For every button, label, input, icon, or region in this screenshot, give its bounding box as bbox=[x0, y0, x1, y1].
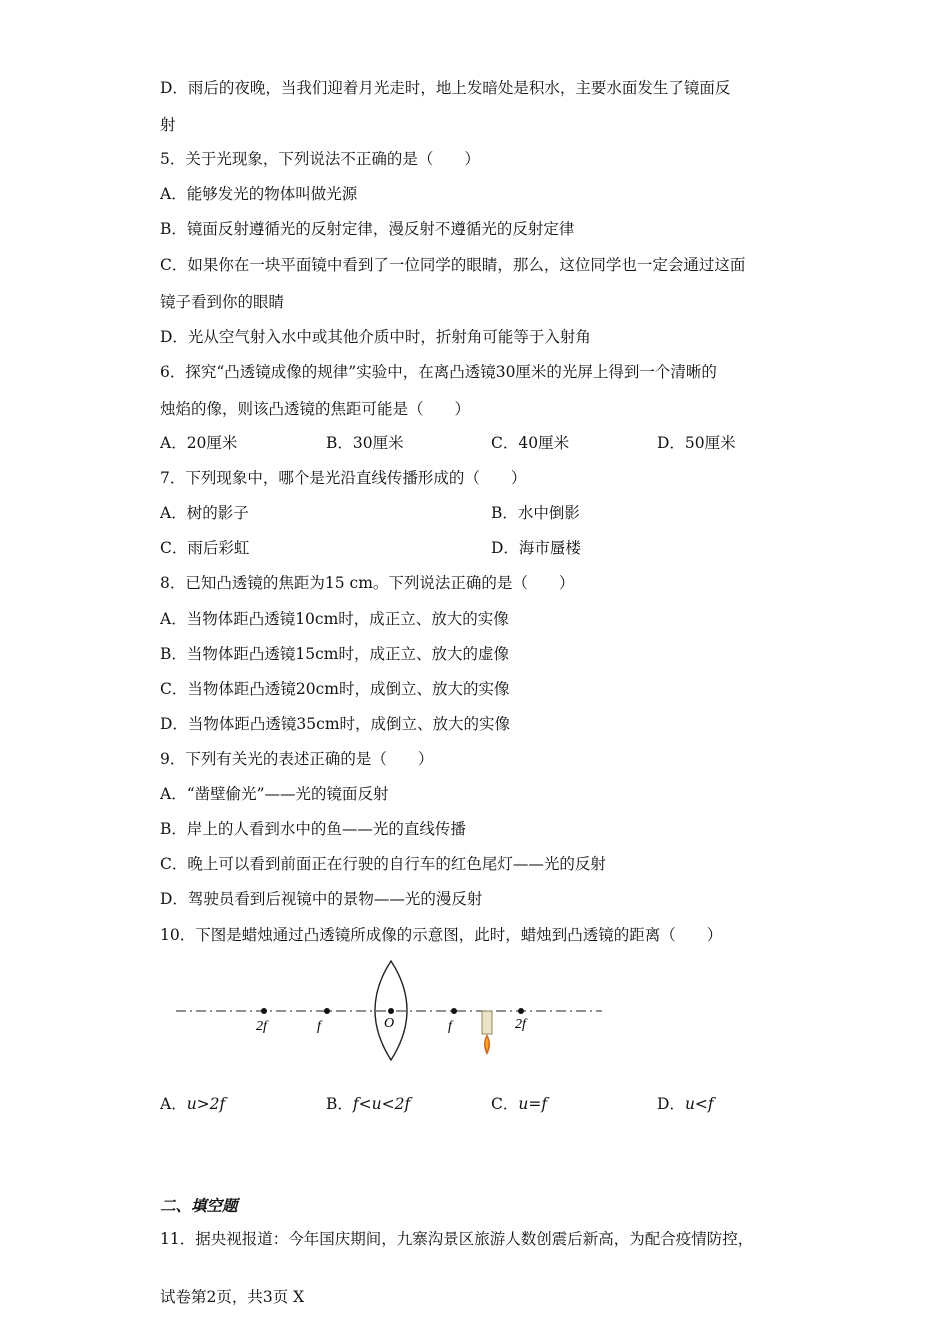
q10-option-a-math: u>2f bbox=[186, 1095, 226, 1113]
point-f-left bbox=[324, 1008, 330, 1014]
q10-option-d-prefix: D． bbox=[657, 1095, 685, 1113]
point-o bbox=[388, 1008, 394, 1014]
q10-option-a-prefix: A． bbox=[160, 1095, 187, 1113]
q7-option-d: D．海市蜃楼 bbox=[491, 539, 581, 557]
q8-option-b: B．当物体距凸透镜15cm时，成正立、放大的虚像 bbox=[160, 645, 509, 663]
label-2f-left: 2f bbox=[256, 1019, 267, 1034]
convex-lens-diagram bbox=[172, 958, 612, 1063]
q10-stem: 10．下图是蜡烛通过凸透镜所成像的示意图，此时，蜡烛到凸透镜的距离（ ） bbox=[160, 926, 723, 944]
label-2f-right: 2f bbox=[515, 1017, 526, 1032]
q10-option-c bbox=[491, 1094, 547, 1114]
q5-option-d: D．光从空气射入水中或其他介质中时，折射角可能等于入射角 bbox=[160, 328, 591, 346]
q5-option-a: A．能够发光的物体叫做光源 bbox=[160, 185, 358, 203]
q5-option-b: B．镜面反射遵循光的反射定律，漫反射不遵循光的反射定律 bbox=[160, 220, 575, 238]
q9-option-c: C．晚上可以看到前面正在行驶的自行车的红色尾灯——光的反射 bbox=[160, 855, 606, 873]
label-o: O bbox=[384, 1016, 395, 1031]
q10-option-d bbox=[657, 1094, 714, 1114]
q11-stem: 11．据央视报道：今年国庆期间，九寨沟景区旅游人数创震后新高，为配合疫情防控， bbox=[160, 1230, 754, 1248]
q5-option-c-line1: C．如果你在一块平面镜中看到了一位同学的眼睛，那么，这位同学也一定会通过这面 bbox=[160, 256, 746, 274]
q4-option-d-line2: 射 bbox=[160, 116, 176, 134]
q10-option-b-math: f<u<2f bbox=[352, 1095, 411, 1113]
label-f-right: f bbox=[448, 1019, 452, 1034]
q6-option-a: A．20厘米 bbox=[160, 434, 238, 452]
q9-option-d: D．驾驶员看到后视镜中的景物——光的漫反射 bbox=[160, 890, 483, 908]
q8-option-d: D．当物体距凸透镜35cm时，成倒立、放大的实像 bbox=[160, 715, 511, 733]
q7-option-a: A．树的影子 bbox=[160, 504, 249, 522]
q10-option-c-prefix: C． bbox=[491, 1095, 519, 1113]
q8-option-a: A．当物体距凸透镜10cm时，成正立、放大的实像 bbox=[160, 610, 509, 628]
point-f-right bbox=[451, 1008, 457, 1014]
q6-stem-line1: 6．探究“凸透镜成像的规律”实验中，在离凸透镜30厘米的光屏上得到一个清晰的 bbox=[160, 363, 717, 381]
inverted-candle-image bbox=[482, 1011, 492, 1055]
q5-option-c-line2: 镜子看到你的眼睛 bbox=[160, 293, 285, 311]
page-footer: 试卷第2页，共3页 X bbox=[160, 1288, 305, 1306]
q4-option-d-line1: D．雨后的夜晚，当我们迎着月光走时，地上发暗处是积水，主要水面发生了镜面反 bbox=[160, 79, 731, 97]
q10-option-a bbox=[160, 1094, 225, 1114]
q7-option-b: B．水中倒影 bbox=[491, 504, 580, 522]
q9-stem: 9．下列有关光的表述正确的是（ ） bbox=[160, 750, 434, 768]
point-2f-left bbox=[261, 1008, 267, 1014]
point-2f-right bbox=[518, 1008, 524, 1014]
q7-option-c: C．雨后彩虹 bbox=[160, 539, 250, 557]
q8-option-c: C．当物体距凸透镜20cm时，成倒立、放大的实像 bbox=[160, 680, 510, 698]
q10-option-b bbox=[326, 1094, 410, 1114]
q9-option-b: B．岸上的人看到水中的鱼——光的直线传播 bbox=[160, 820, 466, 838]
q6-option-b: B．30厘米 bbox=[326, 434, 404, 452]
q6-option-d: D．50厘米 bbox=[657, 434, 736, 452]
label-f-left: f bbox=[317, 1019, 321, 1034]
q10-option-b-prefix: B． bbox=[326, 1095, 353, 1113]
q10-option-c-math: u=f bbox=[518, 1095, 548, 1113]
q7-stem: 7．下列现象中，哪个是光沿直线传播形成的（ ） bbox=[160, 469, 527, 487]
q6-stem-line2: 烛焰的像，则该凸透镜的焦距可能是（ ） bbox=[160, 400, 471, 418]
q6-option-c: C．40厘米 bbox=[491, 434, 570, 452]
q10-option-d-math: u<f bbox=[684, 1095, 714, 1113]
q9-option-a: A．“凿壁偷光”——光的镜面反射 bbox=[160, 785, 389, 803]
q5-stem: 5．关于光现象，下列说法不正确的是（ ） bbox=[160, 150, 480, 168]
q8-stem: 8．已知凸透镜的焦距为15 cm。下列说法正确的是（ ） bbox=[160, 574, 575, 592]
section-heading-fill-blank: 二、填空题 bbox=[160, 1196, 238, 1215]
